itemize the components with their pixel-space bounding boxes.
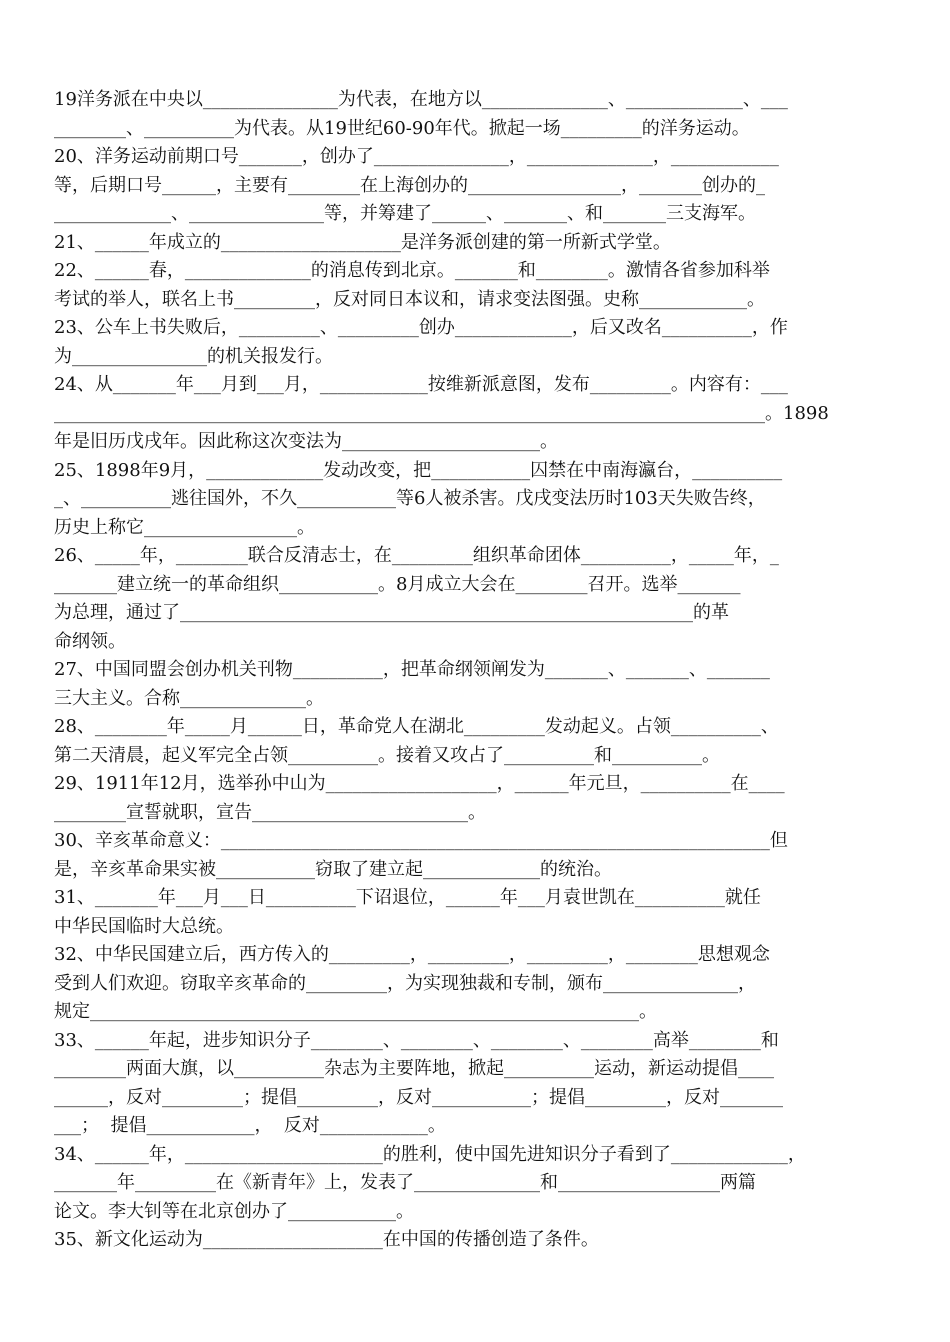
text-line: _、__________逃往国外，不久___________等6人被杀害。戊戌变法历时103天失败告终， xyxy=(54,488,766,509)
text-line: 为_______________的机关报发行。 xyxy=(54,345,333,367)
text-line: ______，反对_________；提倡_________，反对___________；提倡_________，反对_______ xyxy=(54,1086,783,1108)
text-line: 34、______年，______________________的胜利，使中国先进知识分子看到了_____________， xyxy=(54,1143,806,1165)
text-line: 33、______年起，进步知识分子________、________、________、________高举________和 xyxy=(54,1029,779,1051)
text-line: ________、__________为代表。从19世纪60-90年代。掀起一场_________的洋务运动。 xyxy=(54,117,750,139)
text-line: 论文。李大钊等在北京创办了____________。 xyxy=(54,1200,414,1222)
text-line: 第二天清晨，起义军完全占领__________。接着又攻占了__________和__________。 xyxy=(54,744,720,766)
text-line: 19洋务派在中央以_______________为代表，在地方以______________、_____________、___ xyxy=(54,89,788,110)
text-line: ___； 提倡____________， 反对____________。 xyxy=(54,1115,446,1136)
text-line: _______________________________________________________________________________。1898 xyxy=(54,402,829,424)
text-line: 考试的举人，联名上书_________，反对同日本议和，请求变法图强。史称____________。 xyxy=(54,288,765,310)
text-line: 31、_______年___月___日__________下诏退位，______年___月袁世凯在__________就任 xyxy=(54,887,761,908)
text-line: 命纲领。 xyxy=(54,630,126,652)
text-line: _____________、_______________等，并筹建了______、_______、和_______三支海军。 xyxy=(54,203,756,224)
text-line: _______建立统一的革命组织___________。8月成立大会在________召开。选举_______ xyxy=(54,573,741,595)
text-line: 规定_____________________________________________________________。 xyxy=(54,1001,657,1022)
text-line: _______年_________在《新青年》上，发表了______________和__________________两篇 xyxy=(54,1172,756,1193)
text-line: 受到人们欢迎。窃取辛亥革命的_________，为实现独裁和专制，颁布_______________， xyxy=(54,972,756,994)
text-line: 23、公车上书失败后，_________、_________创办_____________，后又改名__________，作 xyxy=(54,317,788,338)
text-line: 24、从_______年___月到___月，____________按维新派意图，发布_________。内容有：___ xyxy=(54,374,788,395)
text-line: 为总理，通过了_________________________________________________________的革 xyxy=(54,602,729,623)
text-line: 27、中国同盟会创办机关刊物__________，把革命纲领阐发为_______、_______、_______ xyxy=(54,659,770,680)
text-line: 中华民国临时大总统。 xyxy=(54,915,234,937)
text-line: 年是旧历戊戌年。因此称这次变法为______________________。 xyxy=(54,431,558,452)
text-line: 等，后期口号______，主要有________在上海创办的_________________，_______创办的_ xyxy=(54,174,765,196)
text-line: ________两面大旗，以__________杂志为主要阵地，掀起__________运动，新运动提倡____ xyxy=(54,1058,774,1079)
text-line: 32、中华民国建立后，西方传入的_________，_________，_________，________思想观念 xyxy=(54,944,770,965)
text-line: 是，辛亥革命果实被___________窃取了建立起_____________的统治。 xyxy=(54,858,612,880)
text-line: ________宣誓就职，宣告________________________。 xyxy=(54,801,486,823)
text-line: 25、1898年9月，_____________发动改变，把___________囚禁在中南海瀛台，__________ xyxy=(54,459,783,481)
text-line: 22、______春，______________的消息传到北京。_______和________。激情各省参加科举 xyxy=(54,260,770,281)
text-line: 30、辛亥革命意义：_____________________________________________________________但 xyxy=(54,830,788,851)
text-line: 26、_____年，________联合反清志士，在_________组织革命团体__________，_____年，_ xyxy=(54,545,779,566)
text-line: 29、1911年12月，选举孙中山为___________________，______年元旦，__________在____ xyxy=(54,773,785,794)
text-line: 历史上称它_________________。 xyxy=(54,516,315,538)
text-line: 三大主义。合称______________。 xyxy=(54,687,324,709)
text-line: 35、新文化运动为____________________在中国的传播创造了条件。 xyxy=(54,1229,599,1250)
text-line: 21、______年成立的____________________是洋务派创建的第一所新式学堂。 xyxy=(54,231,671,253)
text-line: 28、________年_____月______日，革命党人在湖北_________发动起义。占领__________、 xyxy=(54,716,779,737)
text-line: 20、洋务运动前期口号_______，创办了_______________，______________，____________ xyxy=(54,146,779,167)
